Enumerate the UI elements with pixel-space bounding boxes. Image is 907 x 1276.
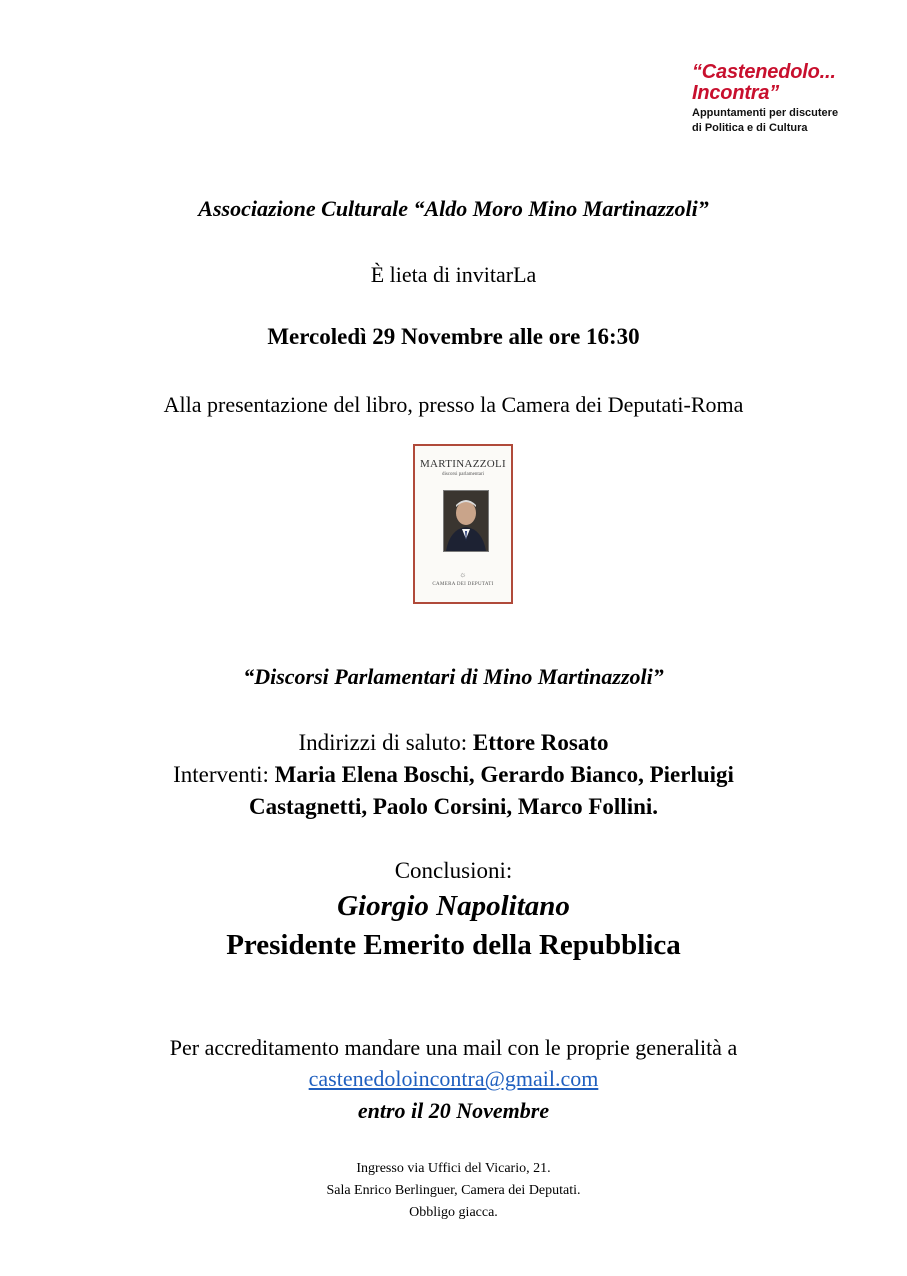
footer-dress-code: Obbligo giacca. (409, 1205, 498, 1220)
conclusions-role: Presidente Emerito della Repubblica (226, 929, 681, 961)
conclusions-label: Conclusioni: (394, 858, 513, 883)
book-cover-publisher: CAMERA DEI DEPUTATI (432, 582, 494, 587)
event-date-time: Mercoledì 29 Novembre alle ore 16:30 (267, 324, 640, 349)
book-cover-image (413, 444, 513, 604)
email-line (0, 1066, 907, 1092)
greetings-line (0, 730, 907, 756)
castenedolo-incontra-logo (692, 62, 892, 134)
footer-address: Ingresso via Uffici del Vicario, 21. (356, 1161, 551, 1176)
speakers-names-2: Castagnetti, Paolo Corsini, Marco Follini. (248, 794, 659, 819)
greetings-name: Ettore Rosato (472, 730, 609, 755)
speakers-label: Interventi: (173, 762, 275, 787)
speakers-line-1 (0, 762, 907, 788)
camera-emblem-icon: ☼ (459, 570, 467, 579)
accreditation-deadline: entro il 20 Novembre (357, 1098, 550, 1123)
speakers-names-1: Maria Elena Boschi, Gerardo Bianco, Pierluigi (274, 762, 734, 787)
logo-line-2: Incontra” (692, 82, 780, 104)
invite-text: È lieta di invitarLa (370, 262, 537, 287)
book-title: “Discorsi Parlamentari di Mino Martinazzoli” (243, 664, 664, 689)
book-cover-subtitle: discorsi parlamentari (441, 472, 485, 477)
presentation-text: Alla presentazione del libro, presso la Camera dei Deputati-Roma (163, 392, 744, 417)
footer-venue: Sala Enrico Berlinguer, Camera dei Deputati. (326, 1183, 581, 1198)
logo-tagline-1: Appuntamenti per discutere (692, 107, 839, 119)
accreditation-text: Per accreditamento mandare una mail con le proprie generalità a (169, 1035, 738, 1060)
greetings-label: Indirizzi di saluto: (298, 730, 473, 755)
email-link[interactable]: castenedoloincontra@gmail.com (308, 1066, 599, 1091)
association-name: Associazione Culturale “Aldo Moro Mino Martinazzoli” (198, 196, 709, 221)
logo-line-1: “Castenedolo... (692, 61, 836, 83)
book-cover-title: MARTINAZZOLI (419, 458, 507, 470)
conclusions-speaker: Giorgio Napolitano (337, 890, 570, 922)
portrait-photo (443, 490, 489, 552)
logo-tagline-2: di Politica e di Cultura (692, 122, 808, 134)
